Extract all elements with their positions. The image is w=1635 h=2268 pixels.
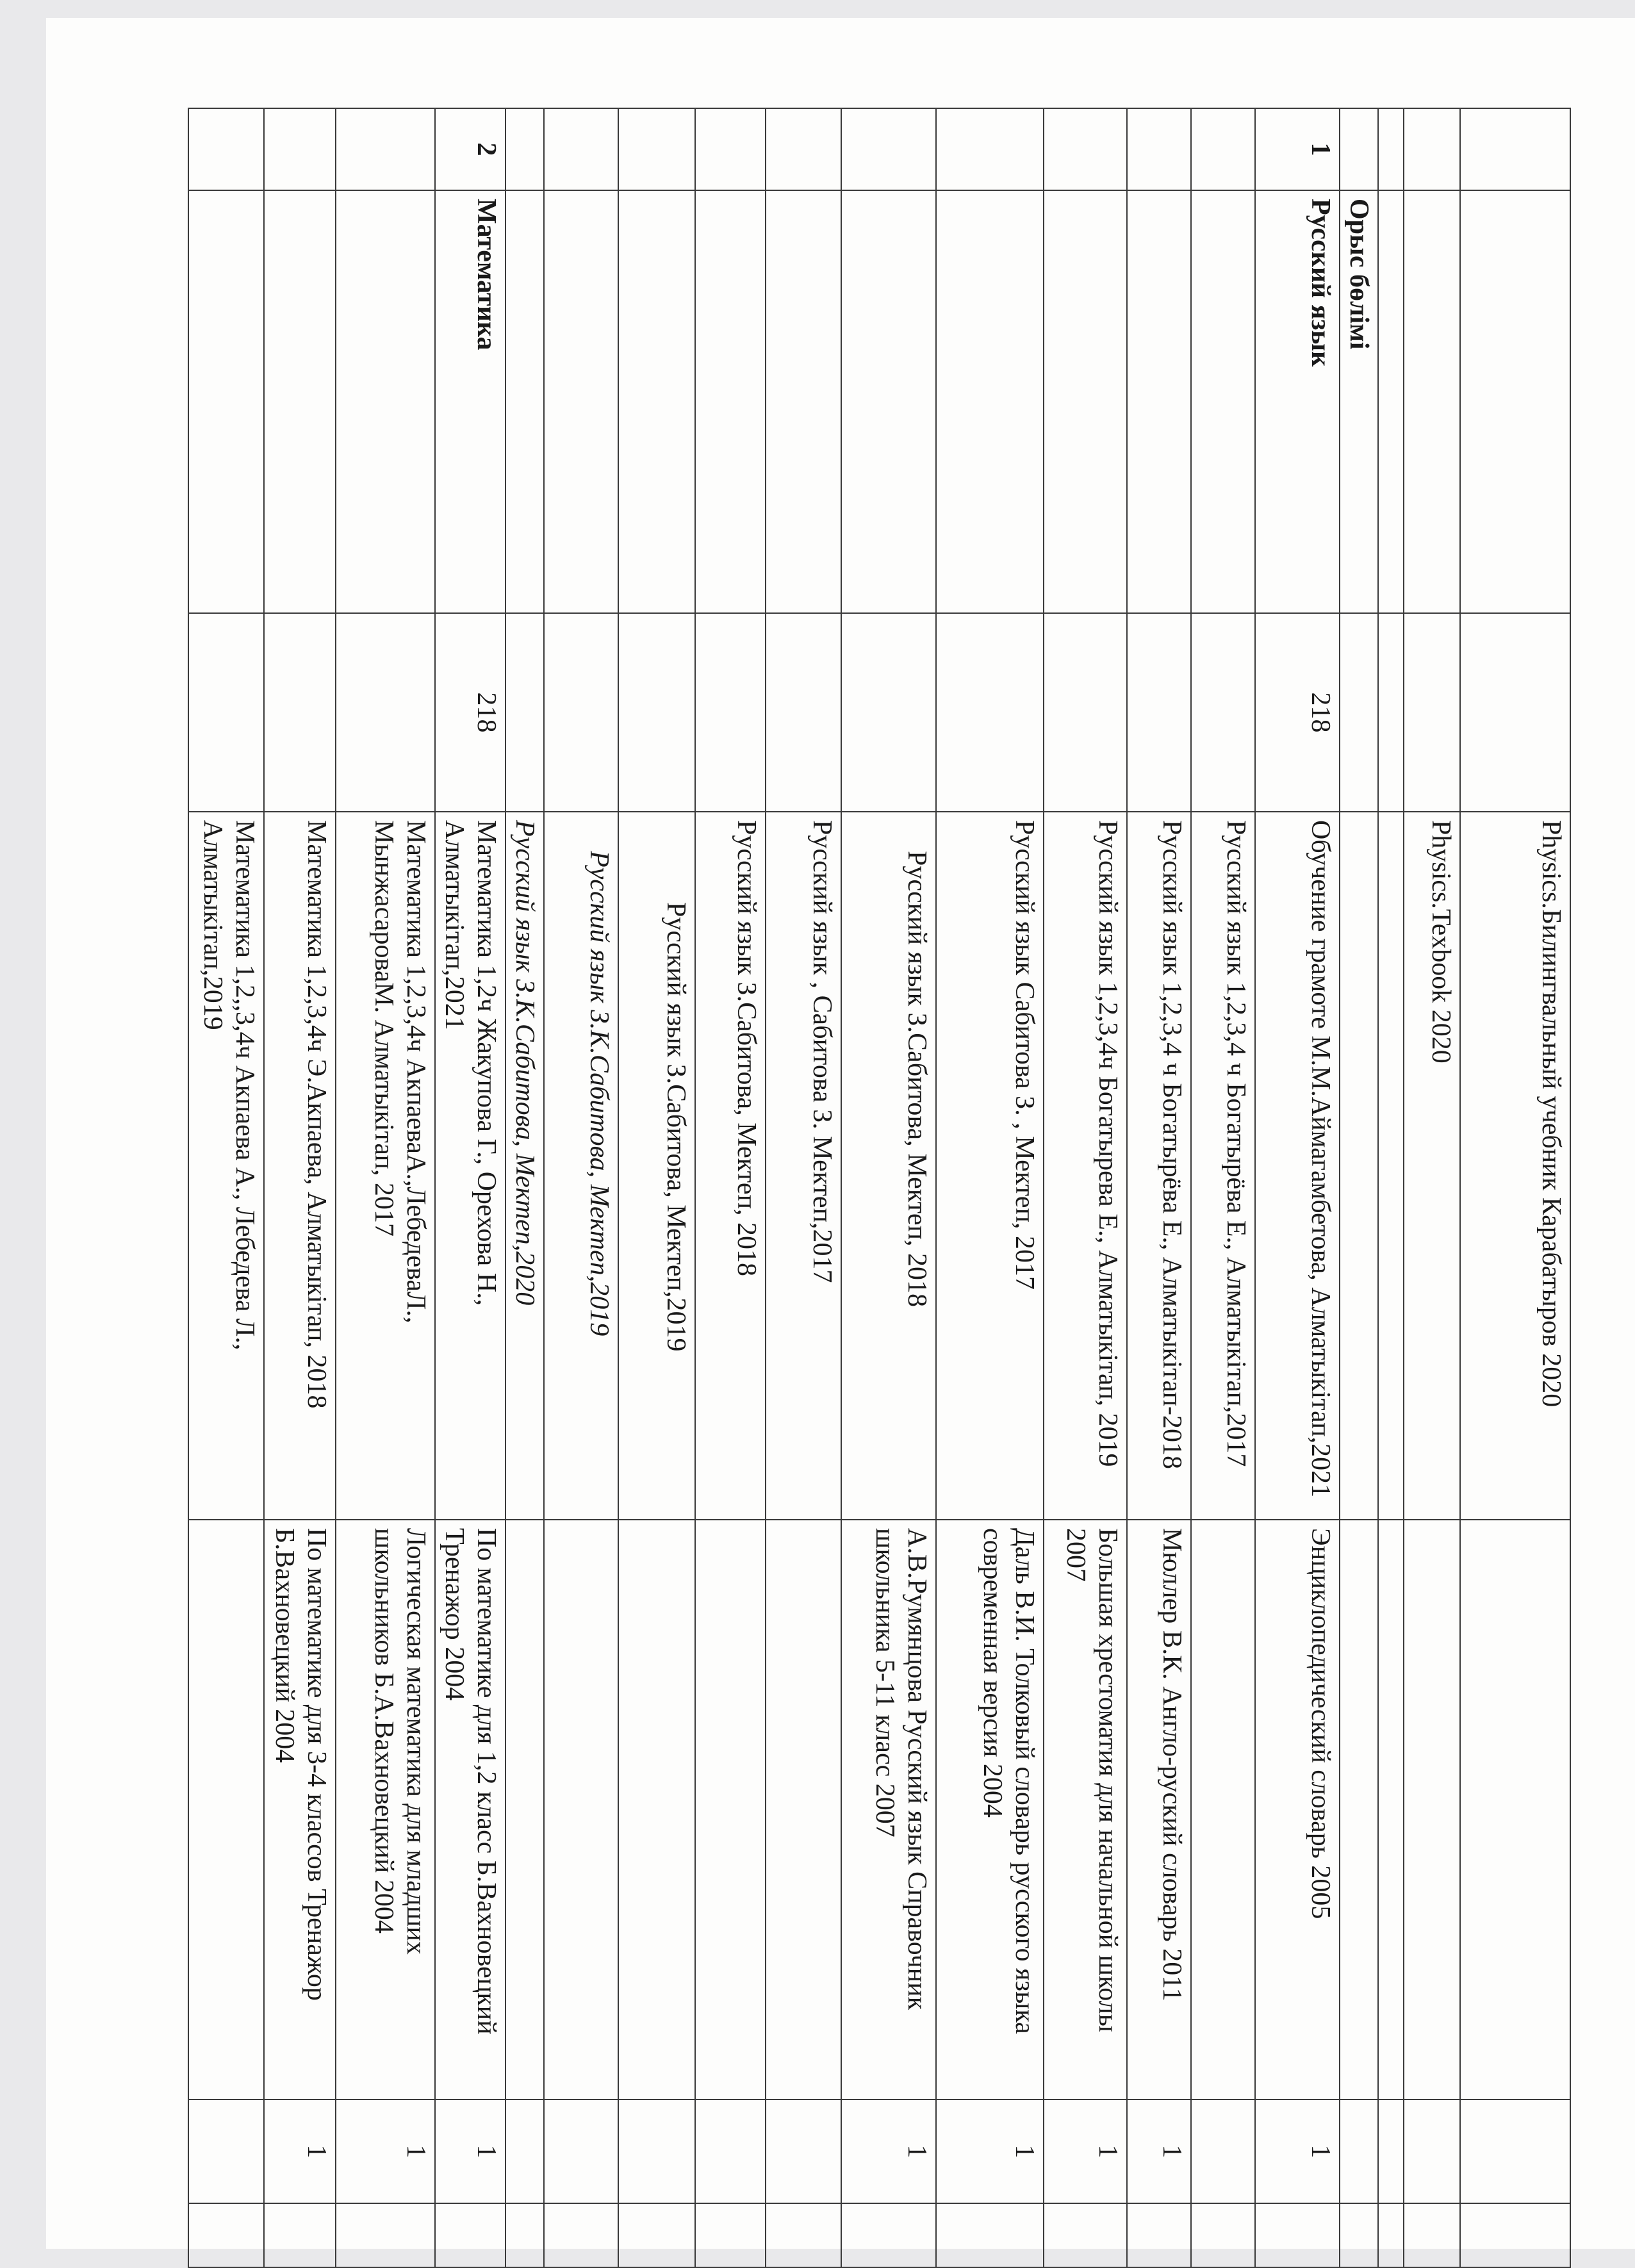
extra-literature-cell <box>1191 1520 1255 2100</box>
extra-literature-cell: Энциклопедический словарь 2005 <box>1255 1520 1340 2100</box>
textbook-inventory-table <box>188 108 1571 2268</box>
extra-literature-cell: Мюллер В.К. Англо-руский словарь 2011 <box>1127 1520 1191 2100</box>
extra-literature-cell: Большая хрестоматия для начальной школы 2007 <box>1044 1520 1127 2100</box>
textbook-cell: Математика 1,2,3,4ч Э.Акпаева, Алматыкітап, 2018 <box>264 812 336 1520</box>
quantity-cell <box>1404 2100 1460 2203</box>
hours-cell <box>1044 613 1127 812</box>
blank-cell <box>1340 2203 1378 2267</box>
hours-cell <box>1378 613 1404 812</box>
textbook-cell: Русский язык 1,2,3,4 ч Богатырёва Е., Алматыкітап,2017 <box>1191 812 1255 1520</box>
textbook-cell: Математика 1,2ч Жакупова Г., Орехова Н., Алматыкітап,2021 <box>435 812 505 1520</box>
textbook-cell <box>1378 812 1404 1520</box>
subject-cell <box>1378 190 1404 613</box>
extra-literature-cell: А.В.Румянцова Русский язык Справочник школьника 5-11 класс 2007 <box>841 1520 936 2100</box>
quantity-cell <box>1191 2100 1255 2203</box>
quantity-cell <box>695 2100 766 2203</box>
blank-cell <box>1460 2203 1570 2267</box>
hours-cell <box>505 613 544 812</box>
row-number <box>1191 108 1255 190</box>
table-row <box>1460 108 1570 2267</box>
row-number <box>505 108 544 190</box>
quantity-cell <box>1460 2100 1570 2203</box>
scanned-page <box>46 18 1635 2249</box>
table-row <box>1127 108 1191 2267</box>
row-number <box>766 108 841 190</box>
table-row <box>695 108 766 2267</box>
hours-cell <box>1404 613 1460 812</box>
table-row <box>841 108 936 2267</box>
subject-cell <box>1044 190 1127 613</box>
quantity-cell <box>618 2100 695 2203</box>
table-row <box>1378 108 1404 2267</box>
table-row <box>936 108 1044 2267</box>
textbook-cell: Physics.Билингвальный учебник Карабатыров 2020 <box>1460 812 1570 1520</box>
hours-cell <box>188 613 264 812</box>
row-number <box>336 108 435 190</box>
table-row <box>435 108 505 2267</box>
table-row <box>1191 108 1255 2267</box>
hours-cell <box>766 613 841 812</box>
row-number <box>188 108 264 190</box>
textbook-cell: Русский язык 1,2,3,4ч Богатырева Е., Алматыкітап, 2019 <box>1044 812 1127 1520</box>
table-row <box>1404 108 1460 2267</box>
blank-cell <box>188 2203 264 2267</box>
row-number: 1 <box>1255 108 1340 190</box>
subject-cell <box>544 190 618 613</box>
quantity-cell <box>188 2100 264 2203</box>
subject-cell <box>188 190 264 613</box>
table-row <box>766 108 841 2267</box>
hours-cell <box>544 613 618 812</box>
blank-cell <box>1127 2203 1191 2267</box>
row-number <box>1340 108 1378 190</box>
quantity-cell: 1 <box>841 2100 936 2203</box>
blank-cell <box>766 2203 841 2267</box>
textbook-cell: Русский язык З.К.Сабитова, Мектеп,2019 <box>544 812 618 1520</box>
extra-literature-cell <box>695 1520 766 2100</box>
quantity-cell: 1 <box>1044 2100 1127 2203</box>
textbook-cell: Русский язык З.Сабитова, Мектеп, 2018 <box>695 812 766 1520</box>
row-number <box>544 108 618 190</box>
blank-cell <box>618 2203 695 2267</box>
table-row <box>188 108 264 2267</box>
row-number <box>618 108 695 190</box>
extra-literature-cell <box>188 1520 264 2100</box>
extra-literature-cell: По математике для 3-4 классов Тренажор Б.Вахновецкий 2004 <box>264 1520 336 2100</box>
subject-cell <box>1191 190 1255 613</box>
table-row <box>1044 108 1127 2267</box>
quantity-cell <box>1340 2100 1378 2203</box>
subject-cell: Математика <box>435 190 505 613</box>
subject-cell <box>695 190 766 613</box>
textbook-cell: Математика 1,2,,3,4ч Акпаева А., Лебедева Л., Алматыкітап,2019 <box>188 812 264 1520</box>
hours-cell <box>618 613 695 812</box>
hours-cell <box>1127 613 1191 812</box>
blank-cell <box>695 2203 766 2267</box>
quantity-cell <box>544 2100 618 2203</box>
blank-cell <box>336 2203 435 2267</box>
quantity-cell <box>1378 2100 1404 2203</box>
table-row <box>544 108 618 2267</box>
hours-cell: 218 <box>435 613 505 812</box>
textbook-cell: Русский язык 1,2,3,4 ч Богатырёва Е., Алматыкітап-2018 <box>1127 812 1191 1520</box>
blank-cell <box>505 2203 544 2267</box>
row-number <box>1404 108 1460 190</box>
hours-cell <box>264 613 336 812</box>
blank-cell <box>435 2203 505 2267</box>
subject-cell <box>1460 190 1570 613</box>
textbook-cell: Математика 1,2,3,4ч АкпаеваА.,ЛебедеваЛ., МынжасароваМ. Алматыкітап, 2017 <box>336 812 435 1520</box>
extra-literature-cell <box>1404 1520 1460 2100</box>
table-row <box>336 108 435 2267</box>
extra-literature-cell: По математике для 1,2 класс Б.Вахновецкий Тренажор 2004 <box>435 1520 505 2100</box>
row-number <box>936 108 1044 190</box>
row-number <box>841 108 936 190</box>
hours-cell <box>936 613 1044 812</box>
row-number <box>1378 108 1404 190</box>
extra-literature-cell <box>505 1520 544 2100</box>
row-number <box>1044 108 1127 190</box>
textbook-cell: Русский язык З.К.Сабитова, Мектеп,2020 <box>505 812 544 1520</box>
blank-cell <box>1044 2203 1127 2267</box>
section-title: Орыс бөлімі <box>1340 190 1378 613</box>
quantity-cell: 1 <box>1127 2100 1191 2203</box>
quantity-cell: 1 <box>264 2100 336 2203</box>
subject-cell <box>1404 190 1460 613</box>
table-row <box>1340 108 1378 2267</box>
quantity-cell <box>505 2100 544 2203</box>
textbook-cell: Обучение грамоте М.М.Аймагамбетова, Алматыкітап,2021 <box>1255 812 1340 1520</box>
blank-cell <box>264 2203 336 2267</box>
row-number <box>1460 108 1570 190</box>
subject-cell <box>505 190 544 613</box>
blank-cell <box>1378 2203 1404 2267</box>
textbook-cell: Русский язык , Сабитова З. Мектеп,2017 <box>766 812 841 1520</box>
quantity-cell: 1 <box>336 2100 435 2203</box>
subject-cell <box>936 190 1044 613</box>
subject-cell <box>1127 190 1191 613</box>
row-number <box>1127 108 1191 190</box>
subject-cell <box>336 190 435 613</box>
extra-literature-cell <box>1460 1520 1570 2100</box>
subject-cell <box>766 190 841 613</box>
blank-cell <box>544 2203 618 2267</box>
extra-literature-cell: Даль В.И. Толковый словарь русского языка современная версия 2004 <box>936 1520 1044 2100</box>
row-number <box>264 108 336 190</box>
hours-cell <box>1191 613 1255 812</box>
extra-literature-cell <box>618 1520 695 2100</box>
textbook-cell <box>1340 812 1378 1520</box>
blank-cell <box>936 2203 1044 2267</box>
blank-cell <box>1404 2203 1460 2267</box>
quantity-cell: 1 <box>1255 2100 1340 2203</box>
hours-cell: 218 <box>1255 613 1340 812</box>
extra-literature-cell <box>766 1520 841 2100</box>
extra-literature-cell <box>1378 1520 1404 2100</box>
table-row <box>1255 108 1340 2267</box>
subject-cell <box>618 190 695 613</box>
hours-cell <box>841 613 936 812</box>
row-number <box>695 108 766 190</box>
subject-cell <box>264 190 336 613</box>
table-row <box>618 108 695 2267</box>
extra-literature-cell <box>544 1520 618 2100</box>
rotated-table-container <box>40 108 1571 2267</box>
blank-cell <box>1255 2203 1340 2267</box>
row-number: 2 <box>435 108 505 190</box>
blank-cell <box>841 2203 936 2267</box>
subject-cell <box>841 190 936 613</box>
extra-literature-cell <box>1340 1520 1378 2100</box>
quantity-cell <box>766 2100 841 2203</box>
quantity-cell: 1 <box>435 2100 505 2203</box>
table-row <box>505 108 544 2267</box>
table-row <box>264 108 336 2267</box>
extra-literature-cell: Логическая математика для младших школьников Б.А.Вахновецкий 2004 <box>336 1520 435 2100</box>
textbook-cell: Русский язык Сабитова З. , Мектеп, 2017 <box>936 812 1044 1520</box>
quantity-cell: 1 <box>936 2100 1044 2203</box>
subject-cell: Русский язык <box>1255 190 1340 613</box>
hours-cell <box>1340 613 1378 812</box>
hours-cell <box>336 613 435 812</box>
textbook-cell: Physics.Texbook 2020 <box>1404 812 1460 1520</box>
blank-cell <box>1191 2203 1255 2267</box>
hours-cell <box>1460 613 1570 812</box>
textbook-cell: Русский язык З.Сабитова, Мектеп,2019 <box>618 812 695 1520</box>
textbook-cell: Русский язык З.Сабитова, Мектеп, 2018 <box>841 812 936 1520</box>
hours-cell <box>695 613 766 812</box>
